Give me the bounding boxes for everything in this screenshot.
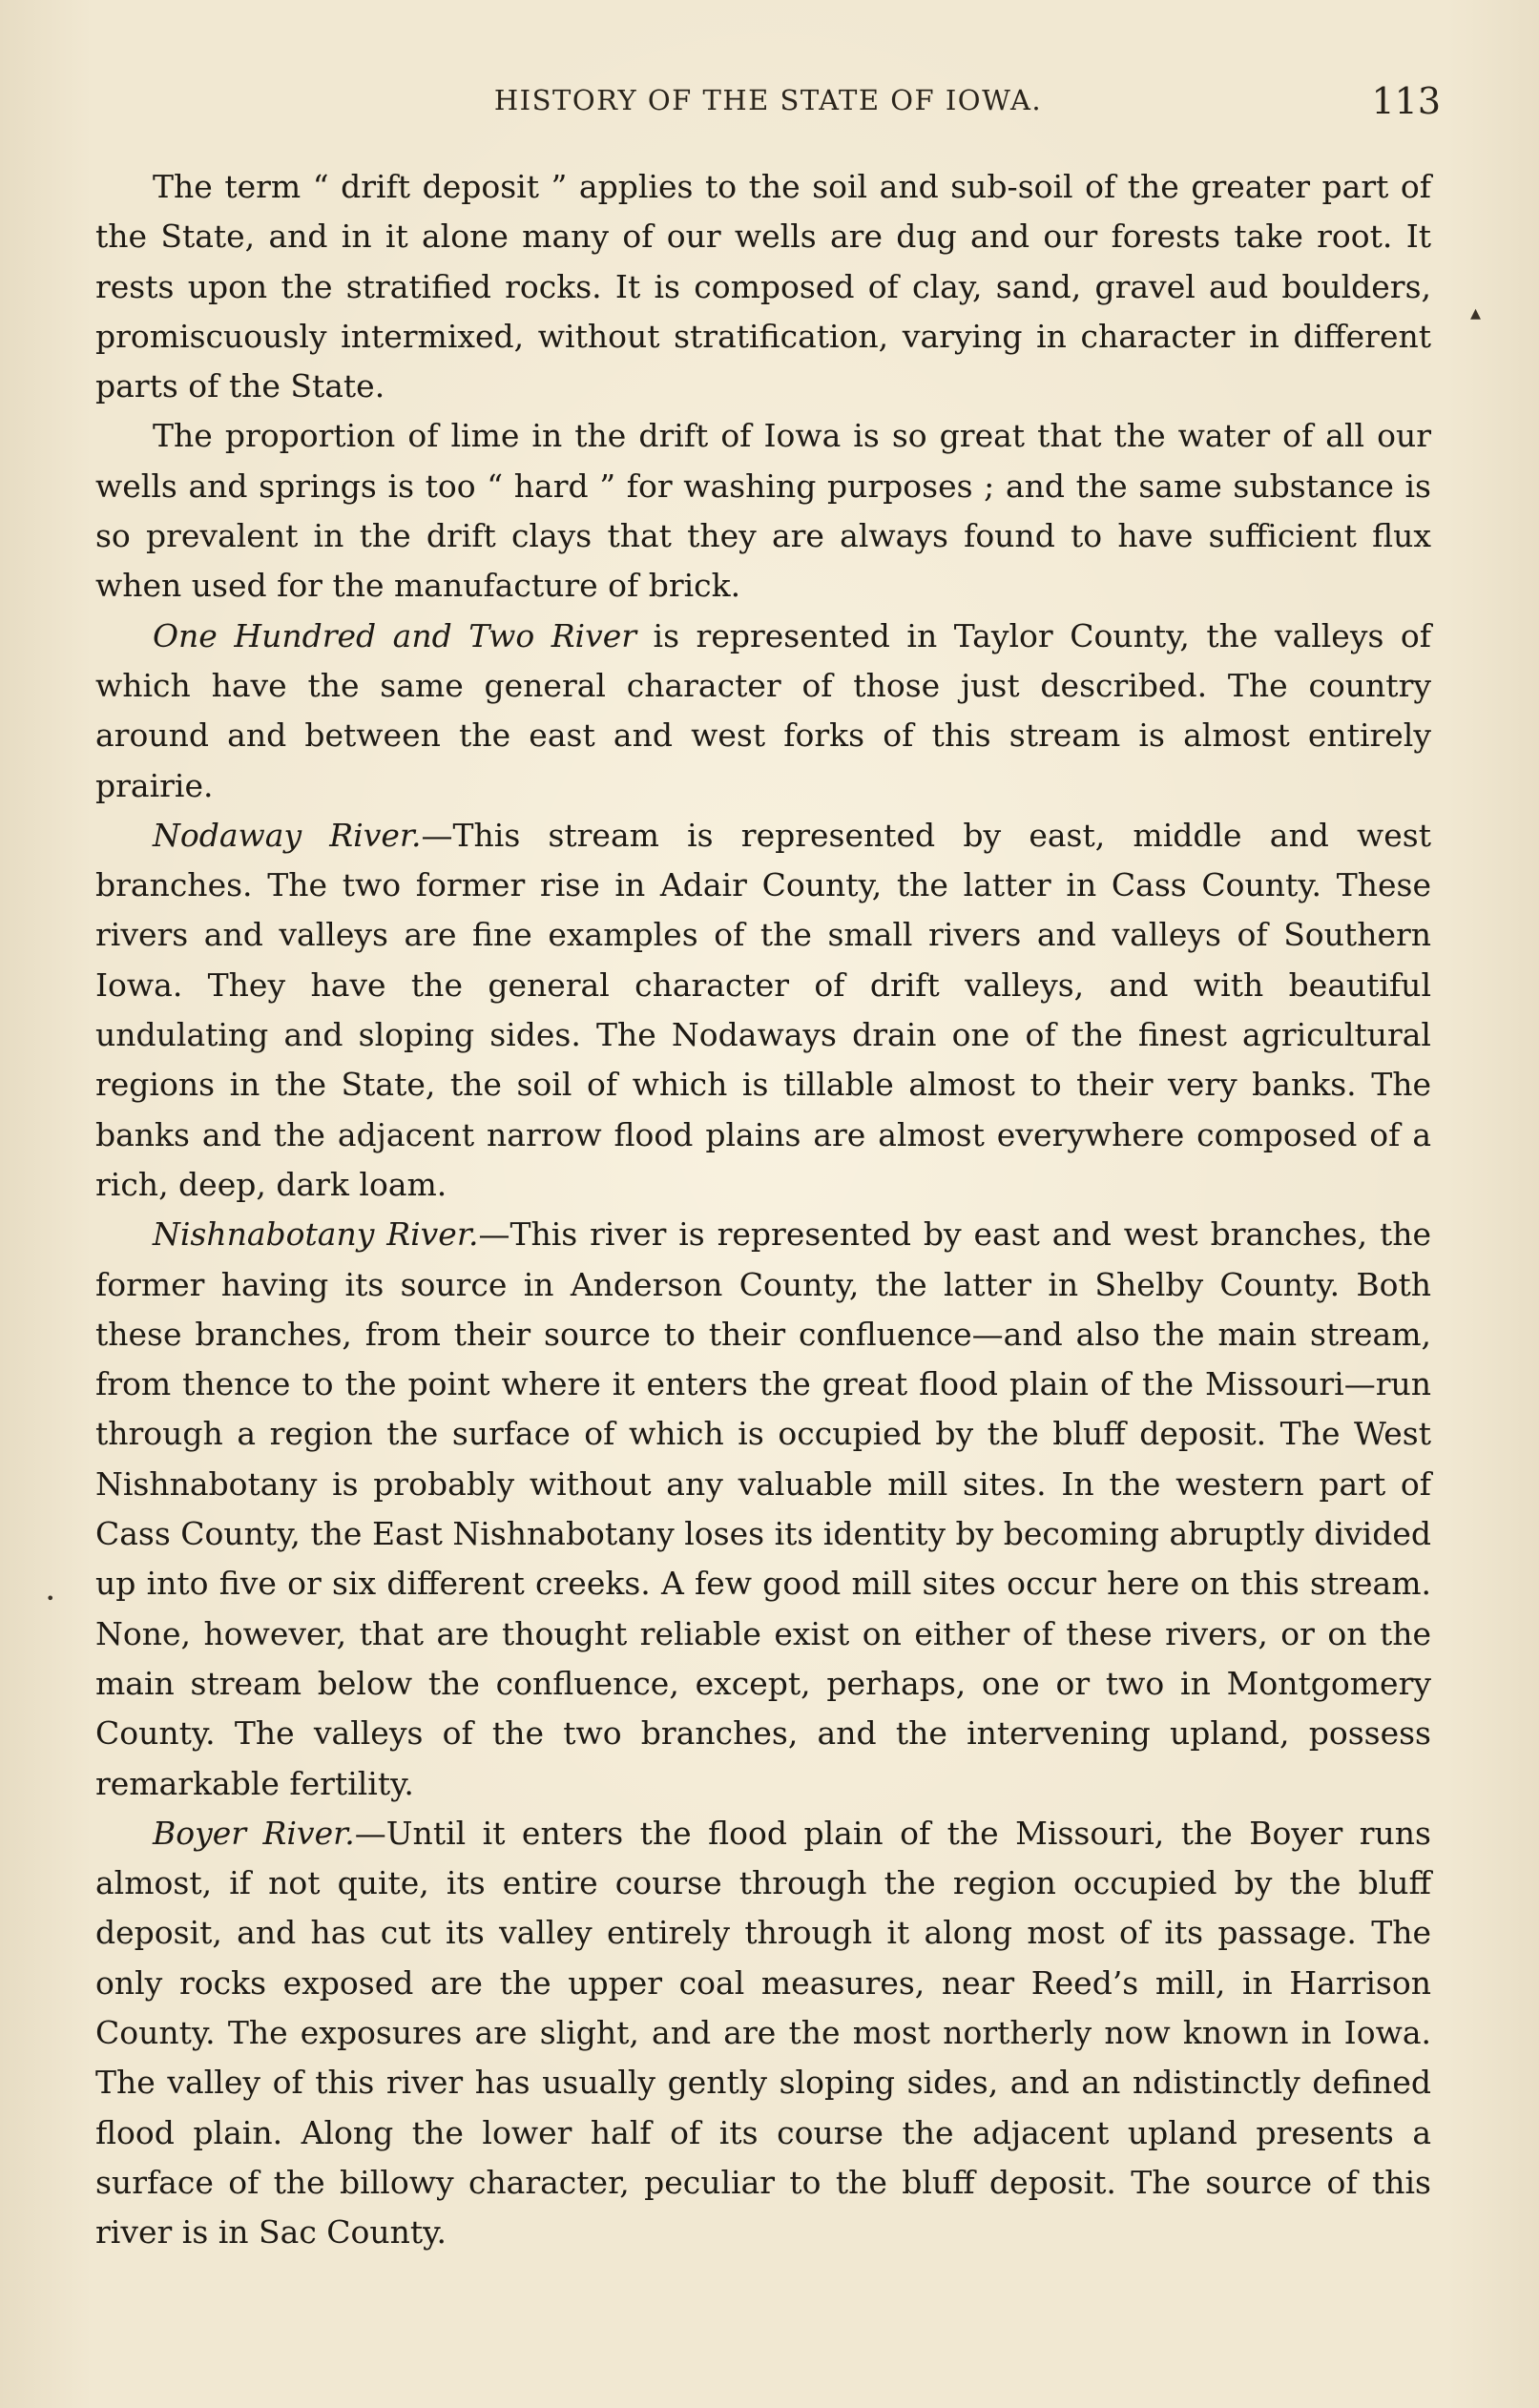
- river-name: Nishnabotany River.: [153, 1215, 479, 1254]
- paragraph-text: —This river is represented by east and west branches, the former having its source in Anderson County, the latter in Shelby County. Both these branches, from their source to their confluence—and also the main stream, from thence to the point where it enters the great flood plain of the Missouri—run through a region the surface of which is occupied by the bluff deposit. The West Nishnabotany is probably without any valuable mill sites. In the western part of Cass County, the East Nishnabotany loses its identity by becoming abruptly divided up into five or six different creeks. A few good mill sites occur here on this stream. None, however, that are thought reliable exist on either of these rivers, or on the main stream below the confluence, except, perhaps, one or two in Montgomery County. The valleys of the two branches, and the intervening upland, possess remarkable fertility.: [95, 1215, 1432, 1802]
- paragraph-text: The term “ drift deposit ” applies to the soil and sub-soil of the greater part of the State, and in it alone many of our wells are dug and our forests take root. It rests upon the stratified rocks. It is composed of clay, sand, gravel aud boulders, promiscuously intermixed, without stratification, varying in character in different parts of the State.: [95, 168, 1431, 405]
- running-head: [95, 80, 1441, 132]
- paragraph-text: The proportion of lime in the drift of Iowa is so great that the water of all our wells and springs is too “ hard ” for washing purposes ; and the same substance is so prevalent in the drift clays that they are always found to have sufficient flux when used for the manufacture of brick.: [95, 417, 1431, 605]
- paragraph-nishnabotany-river: [95, 1210, 1431, 1809]
- margin-mark: ▴: [1470, 301, 1482, 325]
- paragraph-boyer-river: [95, 1809, 1431, 2258]
- paragraph-text: is represented in Taylor County, the valleys of which have the same general character of those just described. The country around and between the east and west forks of this stream is almost entirely prairie.: [95, 616, 1431, 804]
- body-text: [95, 162, 1431, 2257]
- river-name: One Hundred and Two River: [153, 616, 637, 654]
- running-title: HISTORY OF THE STATE OF IOWA.: [493, 84, 1043, 116]
- river-name: Boyer River.: [153, 1814, 355, 1852]
- paragraph-nodaway-river: [95, 811, 1431, 1210]
- paragraph-one-hundred-and-two-river: [95, 612, 1431, 811]
- page-number: 113: [1371, 80, 1441, 122]
- paragraph-lime-proportion: [95, 411, 1431, 611]
- river-name: Nodaway River.: [153, 816, 422, 854]
- paragraph-text: —This stream is represented by east, middle and west branches. The two former rise in Adair County, the latter in Cass County. These rivers and valleys are fine examples of the small rivers and valleys of Southern Iowa. They have the general character of drift valleys, and with beautiful undulating and sloping sides. The Nodaways drain one of the finest agricultural regions in the State, the soil of which is tillable almost to their very banks. The banks and the adjacent narrow flood plains are almost everywhere composed of a rich, deep, dark loam.: [95, 816, 1431, 1203]
- margin-mark: •: [46, 1589, 55, 1608]
- paragraph-drift-deposit: [95, 162, 1431, 411]
- paragraph-text: —Until it enters the flood plain of the Missouri, the Boyer runs almost, if not quite, its entire course through the region occupied by the bluff deposit, and has cut its valley entirely through it along most of its passage. The only rocks exposed are the upper coal measures, near Reed’s mill, in Harrison County. The exposures are slight, and are the most northerly now known in Iowa. The valley of this river has usually gently sloping sides, and an ndistinctly defined flood plain. Along the lower half of its course the adjacent upland presents a surface of the billowy character, peculiar to the bluff deposit. The source of this river is in Sac County.: [95, 1814, 1431, 2252]
